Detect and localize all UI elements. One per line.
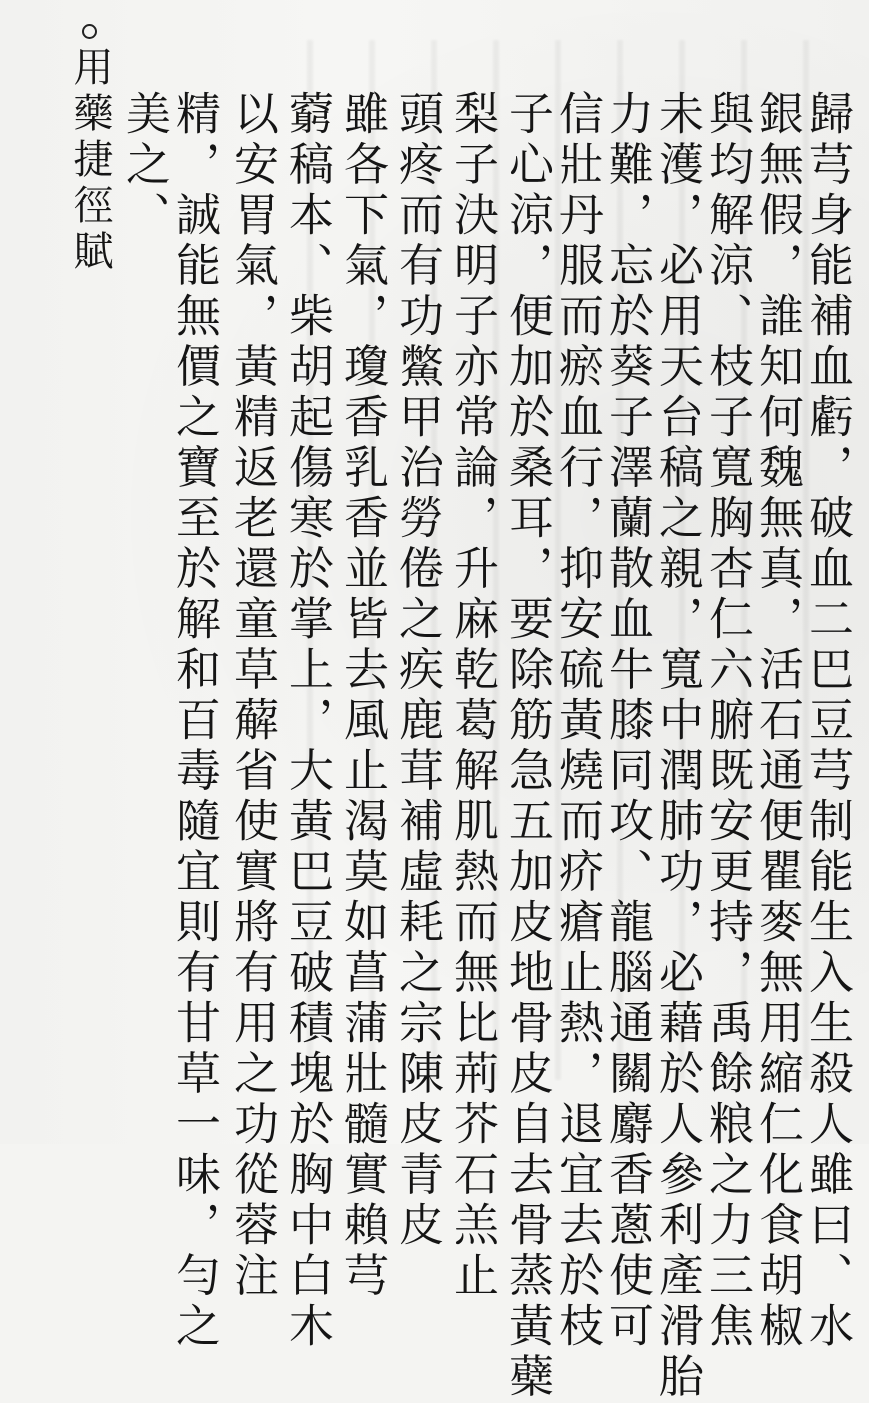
text-column-13: 精，誠能無價之寶至於解和百毒隨宜則有甘草一味，勻之 (168, 90, 221, 1353)
document-title: 用藥捷徑賦 (67, 46, 113, 276)
text-column-4: 未濩，必用天台稿之親，寬中潤肺功，必藉於人參利產滑胎 (651, 90, 704, 1403)
text-column-12: 以安胃氣，黃精返老還童草薢省使實將有用之功從蓉注 (226, 90, 279, 1302)
text-column-8: 梨子決明子亦常論，升麻乾葛解肌熱而無比荊芥石羔止 (446, 90, 499, 1302)
text-column-5: 力難，忘於葵子澤蘭散血牛膝同攻、龍腦通關麝香蔥使可 (601, 90, 654, 1353)
text-column-9: 頭疼而有功鱉甲治勞倦之疾鹿茸補虛耗之宗陳皮青皮 (391, 90, 444, 1252)
text-column-2: 銀無假，誰知何魏無真，活石通便瞿麥無用縮仁化食胡椒 (751, 90, 804, 1353)
text-column-11: 藭稿本、柴胡起傷寒於掌上，大黃巴豆破積塊於胸中白木 (281, 90, 334, 1353)
text-column-14: 美之、 (118, 90, 171, 242)
text-column-6: 信壯丹服而瘀血行，抑安硫黃燒而疥瘡止熱，退宜去於枝 (551, 90, 604, 1353)
text-column-10: 雖各下氣，瓊香乳香並皆去風止渴莫如菖蒲壯髓實賴芎 (336, 90, 389, 1302)
title-circle-mark (82, 24, 97, 39)
text-column-3: 與均解涼、枝子寬胸杏仁六腑既安更持，禹餘粮之力三焦 (701, 90, 754, 1353)
text-column-1: 歸芎身能補血虧，破血二巴豆芎制能生入生殺人雖曰、水 (801, 90, 854, 1353)
text-column-7: 子心涼，便加於桑耳，要除筋急五加皮地骨皮自去骨蒸黃蘗 (501, 90, 554, 1403)
